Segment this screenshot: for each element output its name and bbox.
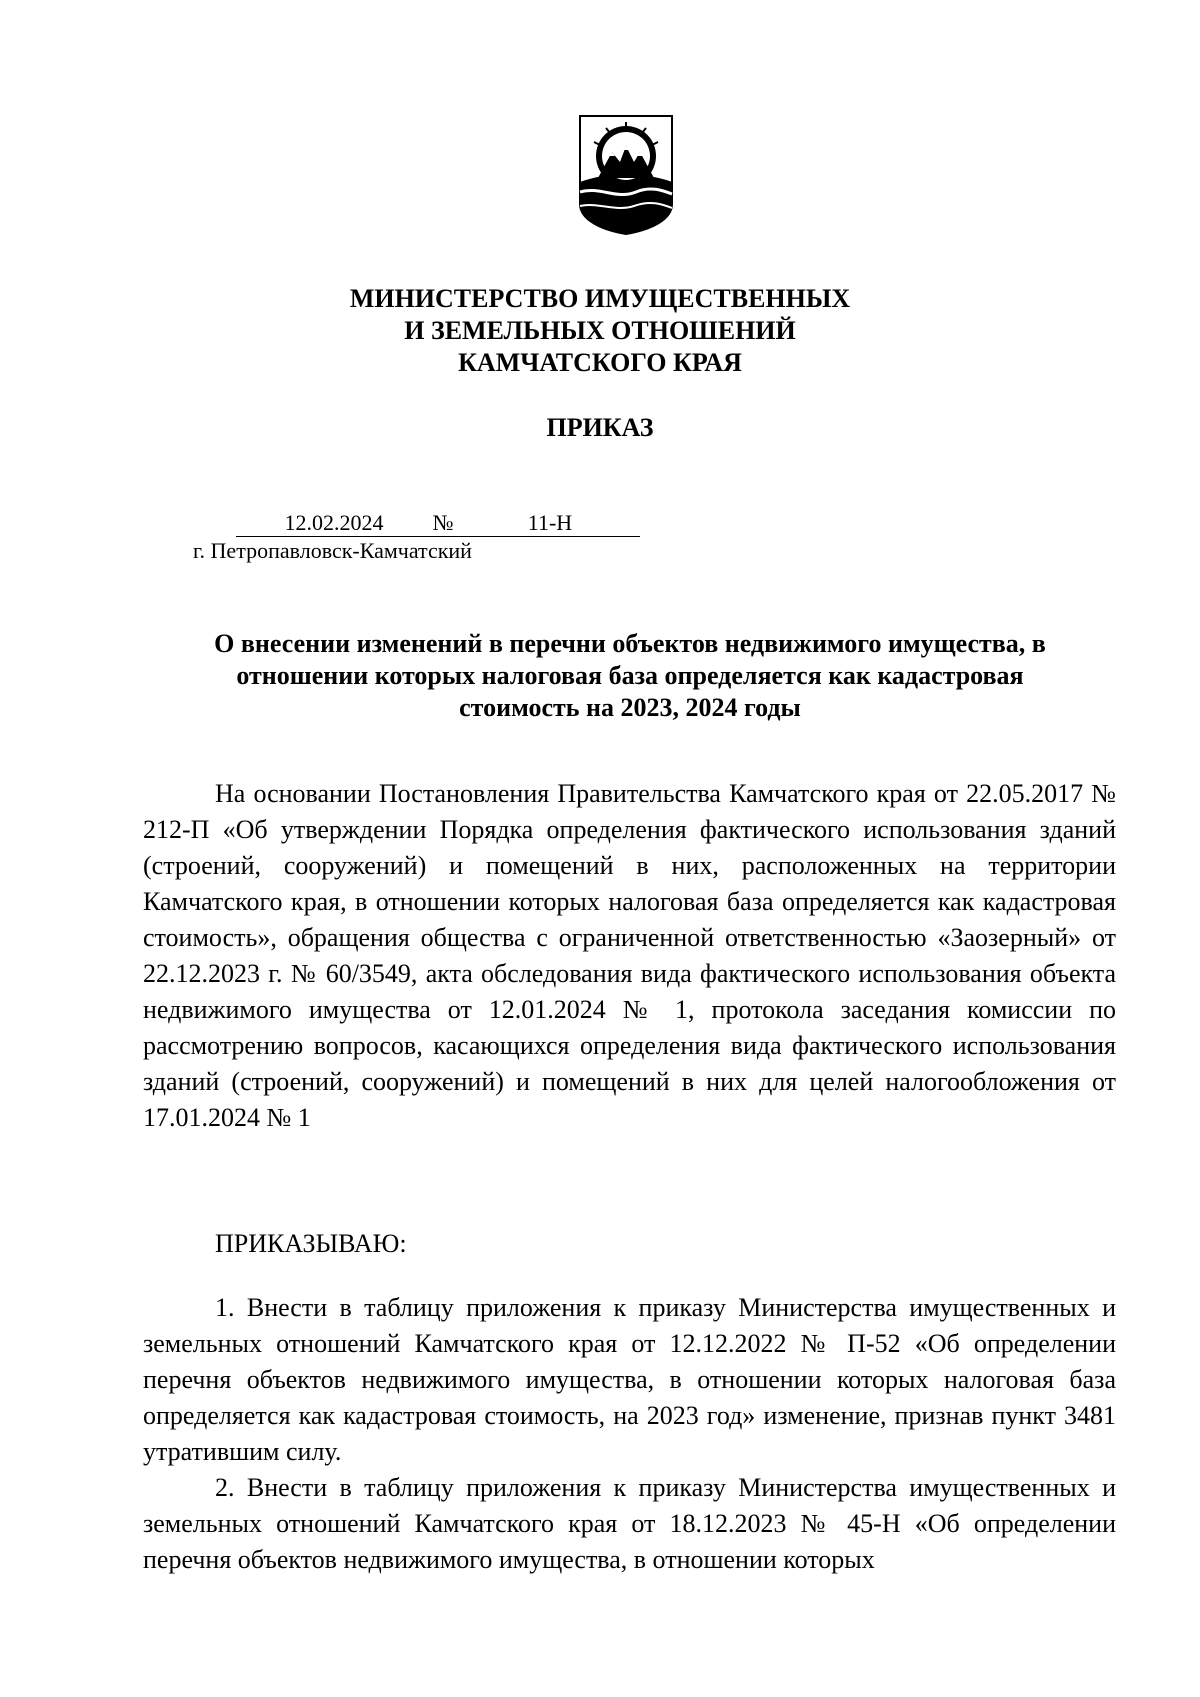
order-item-2: 2. Внести в таблицу приложения к приказу Министерства имущественных и земельных отношений Камчатского края от 18.12.2023 № 45-Н «Об определении перечня объектов недвижимого имущества, в отношении которых (143, 1473, 1116, 1574)
basis-paragraph (143, 776, 1116, 1136)
number-sign: № (426, 510, 460, 537)
document-title (140, 628, 1120, 724)
document-city: г. Петропавловск-Камчатский (193, 538, 472, 563)
orders-heading: ПРИКАЗЫВАЮ: (215, 1229, 407, 1258)
order-items (143, 1290, 1116, 1578)
document-type: ПРИКАЗ (546, 413, 654, 442)
ministry-line-2: И ЗЕМЕЛЬНЫХ ОТНОШЕНИЙ (404, 316, 796, 345)
document-date: 12.02.2024 (236, 510, 432, 537)
title-line-3: стоимость на 2023, 2024 годы (459, 693, 801, 722)
basis-text: На основании Постановления Правительства Камчатского края от 22.05.2017 № 212-П «Об утверждении Порядка определения фактического использования зданий (строений, сооружений) и помещений в них, расположенных на территории Камчатского края, в отношении которых налоговая база определяется как кадастровая стоимость», обращения общества с ограниченной ответственностью «Заозерный» от 22.12.2023 г. № 60/3549, акта обследования вида фактического использования объекта недвижимого имущества от 12.01.2024 № 1, протокола заседания комиссии по рассмотрению вопросов, касающихся определения вида фактического использования зданий (строений, сооружений) и помещений в них для целей налогообложения от 17.01.2024 № 1 (143, 779, 1116, 1132)
ministry-name (0, 283, 1200, 379)
coat-of-arms-icon (576, 112, 676, 236)
title-line-1: О внесении изменений в перечни объектов недвижимого имущества, в (214, 629, 1046, 658)
title-line-2: отношении которых налоговая база определяется как кадастровая (236, 661, 1024, 690)
ministry-line-3: КАМЧАТСКОГО КРАЯ (458, 348, 742, 377)
order-item-1: 1. Внести в таблицу приложения к приказу Министерства имущественных и земельных отношений Камчатского края от 12.12.2022 № П-52 «Об определении перечня объектов недвижимого имущества, в отношении которых налоговая база определяется как кадастровая стоимость, на 2023 год» изменение, признав пункт 3481 утратившим силу. (143, 1293, 1116, 1466)
ministry-line-1: МИНИСТЕРСТВО ИМУЩЕСТВЕННЫХ (349, 284, 851, 313)
document-number: 11-Н (460, 510, 640, 537)
